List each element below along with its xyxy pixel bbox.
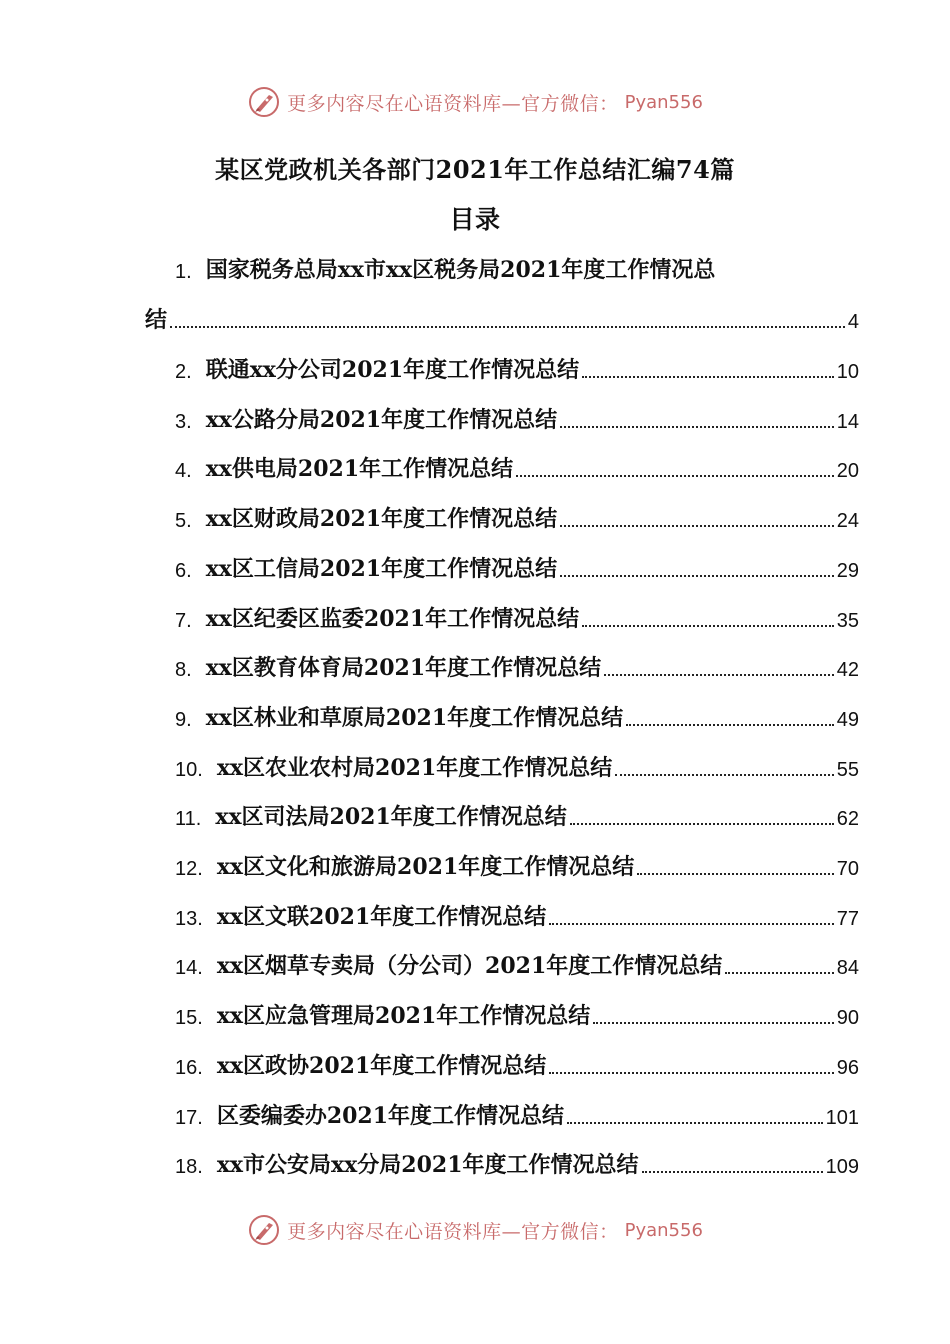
toc-entry-page: 14 (836, 411, 859, 433)
toc-entry-number: 6 (175, 560, 187, 582)
toc-dot-leader (637, 873, 833, 875)
toc-dot-leader (642, 1171, 823, 1173)
toc-entry-label: xx区工信局2021年度工作情况总结 (205, 556, 558, 582)
toc-entry-page: 35 (836, 610, 859, 632)
toc-dot-leader (582, 625, 834, 627)
toc-entry-dot: . (186, 261, 192, 283)
toc-entry-dot: . (195, 808, 202, 830)
toc-entry-11[interactable] (145, 799, 859, 831)
toc-entry-3[interactable] (145, 402, 859, 434)
toc-entry-label: xx区文联2021年度工作情况总结 (216, 904, 547, 930)
toc-dot-leader (549, 1072, 833, 1074)
toc-dot-leader (725, 972, 833, 974)
toc-entry-label: xx区司法局2021年度工作情况总结 (215, 804, 567, 830)
toc-entry-dot: . (186, 361, 192, 383)
toc-dot-leader (570, 823, 834, 825)
toc-entry-1[interactable] (145, 252, 859, 284)
toc-heading: 目录 (449, 205, 501, 234)
toc-entry-14[interactable] (145, 948, 859, 980)
toc-entry-label: xx区教育体育局2021年度工作情况总结 (205, 655, 602, 681)
toc-entry-number: 13 (175, 908, 198, 930)
toc-entry-number: 8 (175, 659, 187, 681)
toc-entry-page: 84 (836, 957, 859, 979)
toc-entry-5[interactable] (145, 501, 859, 533)
toc-entry-label: 区委编委办2021年度工作情况总结 (216, 1103, 565, 1129)
toc-entry-number: 10 (175, 759, 198, 781)
toc-entry-number: 11 (175, 808, 196, 830)
toc-entry-16[interactable] (145, 1048, 859, 1080)
toc-entry-number: 17 (175, 1107, 198, 1129)
toc-entry-page: 10 (836, 361, 859, 383)
toc-entry-page: 90 (836, 1007, 859, 1029)
toc-entry-number: 5 (175, 510, 187, 532)
toc-entry-label: xx区政协2021年度工作情况总结 (216, 1053, 547, 1079)
toc-entry-4[interactable] (145, 451, 859, 483)
toc-entry-page: 96 (836, 1057, 859, 1079)
toc-entry-page: 101 (825, 1107, 859, 1129)
toc-entry-6[interactable] (145, 551, 859, 583)
toc-entry-18[interactable] (145, 1147, 859, 1179)
toc-dot-leader (582, 376, 834, 378)
toc-dot-leader (567, 1122, 823, 1124)
toc-dot-leader (604, 674, 834, 676)
toc-entry-dot: . (197, 1007, 203, 1029)
toc-entry-page: 29 (836, 560, 859, 582)
toc-entry-1-continued[interactable] (145, 302, 859, 334)
toc-entry-dot: . (197, 1057, 203, 1079)
toc-entry-label: xx区文化和旅游局2021年度工作情况总结 (216, 854, 635, 880)
toc-entry-label: xx公路分局2021年度工作情况总结 (205, 407, 558, 433)
toc-entry-dot: . (186, 709, 192, 731)
toc-entry-label: xx区应急管理局2021年工作情况总结 (216, 1003, 591, 1029)
toc-entry-page: 55 (836, 759, 859, 781)
toc-entry-number: 1 (175, 261, 187, 283)
toc-entry-label: xx区烟草专卖局（分公司）2021年度工作情况总结 (216, 953, 723, 979)
toc-entry-number: 4 (175, 460, 187, 482)
watermark-wechat-id: Pyan556 (624, 91, 703, 113)
toc-dot-leader (170, 326, 845, 328)
toc-dot-leader (615, 774, 833, 776)
toc-entry-number: 2 (175, 361, 187, 383)
toc-entry-dot: . (186, 460, 192, 482)
toc-entry-dot: . (197, 759, 203, 781)
toc-entry-label-continued: 结 (145, 307, 168, 333)
toc-entry-dot: . (197, 1107, 203, 1129)
toc-entry-17[interactable] (145, 1098, 859, 1130)
toc-entry-page: 42 (836, 659, 859, 681)
watermark-wechat-id: Pyan556 (624, 1219, 703, 1241)
toc-entry-dot: . (197, 858, 203, 880)
toc-entry-dot: . (186, 411, 192, 433)
toc-entry-label: 联通xx分公司2021年度工作情况总结 (205, 357, 580, 383)
toc-entry-number: 16 (175, 1057, 198, 1079)
toc-entry-13[interactable] (145, 899, 859, 931)
toc-entry-7[interactable] (145, 601, 859, 633)
toc-entry-number: 14 (175, 957, 198, 979)
toc-entry-15[interactable] (145, 998, 859, 1030)
toc-dot-leader (560, 426, 834, 428)
toc-entry-number: 12 (175, 858, 198, 880)
toc-entry-dot: . (186, 659, 192, 681)
toc-entry-label: xx区财政局2021年度工作情况总结 (205, 506, 558, 532)
toc-entry-page: 109 (825, 1156, 859, 1178)
toc-dot-leader (560, 525, 834, 527)
toc-entry-dot: . (186, 610, 192, 632)
toc-entry-number: 9 (175, 709, 187, 731)
toc-entry-number: 3 (175, 411, 187, 433)
toc-entry-page: 24 (836, 510, 859, 532)
toc-entry-dot: . (186, 560, 192, 582)
document-title: 某区党政机关各部门2021年工作总结汇编74篇 (215, 155, 735, 184)
toc-entry-number: 18 (175, 1156, 198, 1178)
toc-entry-label: xx区纪委区监委2021年工作情况总结 (205, 606, 580, 632)
toc-entry-page: 70 (836, 858, 859, 880)
toc-entry-8[interactable] (145, 650, 859, 682)
watermark-banner-bottom (0, 1210, 950, 1250)
pen-nib-logo-icon (247, 1213, 281, 1247)
watermark-banner-top (0, 82, 950, 122)
toc-entry-2[interactable] (145, 352, 859, 384)
toc-entry-dot: . (186, 510, 192, 532)
toc-entry-page: 62 (836, 808, 859, 830)
toc-entry-9[interactable] (145, 700, 859, 732)
pen-nib-logo-icon (247, 85, 281, 119)
toc-entry-number: 15 (175, 1007, 198, 1029)
toc-dot-leader (593, 1022, 833, 1024)
toc-entry-label: xx供电局2021年工作情况总结 (205, 456, 514, 482)
watermark-text: 更多内容尽在心语资料库—官方微信： (287, 1220, 619, 1243)
toc-dot-leader (560, 575, 834, 577)
toc-dot-leader (626, 724, 834, 726)
toc-entry-page: 20 (836, 460, 859, 482)
toc-dot-leader (549, 923, 833, 925)
toc-entry-label: xx市公安局xx分局2021年度工作情况总结 (216, 1152, 639, 1178)
toc-entry-10[interactable] (145, 750, 859, 782)
toc-entry-page: 49 (836, 709, 859, 731)
watermark-text: 更多内容尽在心语资料库—官方微信： (287, 92, 619, 115)
toc-entry-dot: . (197, 957, 203, 979)
toc-entry-dot: . (197, 1156, 203, 1178)
toc-entry-number: 7 (175, 610, 187, 632)
toc-entry-12[interactable] (145, 849, 859, 881)
toc-entry-label: xx区林业和草原局2021年度工作情况总结 (205, 705, 624, 731)
toc-entry-page: 77 (836, 908, 859, 930)
toc-entry-page: 4 (847, 311, 859, 333)
toc-entry-dot: . (197, 908, 203, 930)
toc-dot-leader (516, 475, 834, 477)
toc-entry-label: 国家税务总局xx市xx区税务局2021年度工作情况总 (205, 257, 716, 283)
toc-entry-label: xx区农业农村局2021年度工作情况总结 (216, 755, 613, 781)
